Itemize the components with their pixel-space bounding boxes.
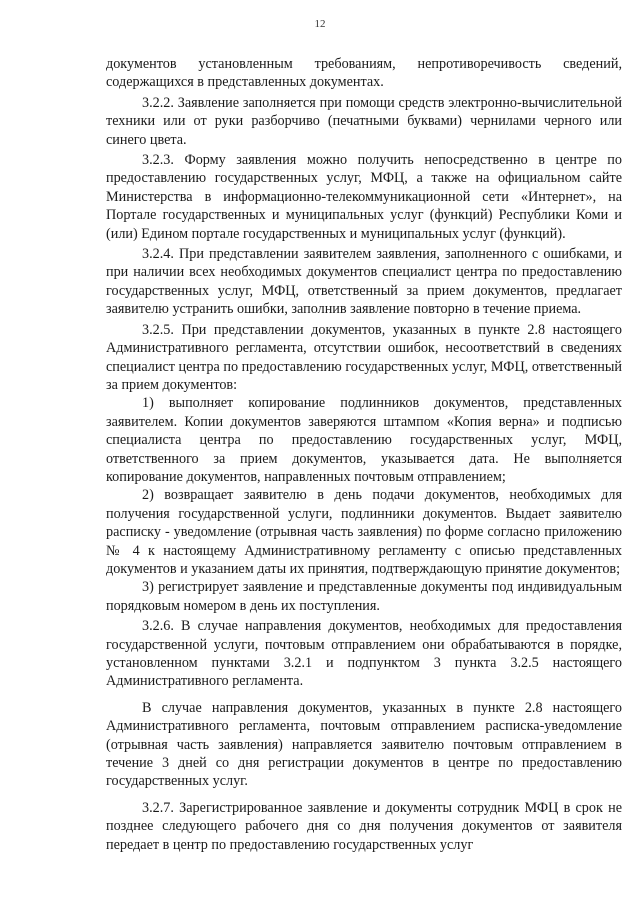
paragraph-3-2-7: 3.2.7. Зарегистрированное заявление и документы сотрудник МФЦ в срок не позднее следующего рабочего дня со дня получения документов от заявителя передает в центр по предоставлению государственных услуг bbox=[106, 799, 622, 853]
paragraph-3-2-4: 3.2.4. При представлении заявителем заявления, заполненного с ошибками, и при наличии всех необходимых документов специалист центра по предоставлению государственных услуг, МФЦ, ответственный за прием документов, предлагает заявителю устранить ошибки, заполнив заявление повторно в течение приема. bbox=[106, 246, 622, 318]
paragraph-3-2-3: 3.2.3. Форму заявления можно получить непосредственно в центре по предоставлению государственных услуг, МФЦ, а также на официальном сайте Министерства в информационно-телекоммуникационной сети «Интернет», на Портале государственных и муниципальных услуг (функций) Республики Коми и (или) Едином портале государственных и муниципальных услуг (функций). bbox=[106, 152, 622, 242]
paragraph-3-2-5: 3.2.5. При представлении документов, указанных в пункте 2.8 настоящего Административного регламента, отсутствии ошибок, несоответствий в сведениях специалист центра по предоставлению государственных услуг, МФЦ, ответственный за прием документов: bbox=[106, 321, 622, 393]
document-body bbox=[106, 55, 622, 854]
paragraph-3-2-6-continued: В случае направления документов, указанных в пункте 2.8 настоящего Административного регламента, почтовым отправлением расписка-уведомление (отрывная часть заявления) направляется заявителю почтовым отправлением в течение 3 дней со дня регистрации документов в центре по предоставлению государственных услуг. bbox=[106, 699, 622, 790]
subitem-3: 3) регистрирует заявление и представленные документы под индивидуальным порядковым номером в день их поступления. bbox=[106, 579, 622, 614]
subitem-1: 1) выполняет копирование подлинников документов, представленных заявителем. Копии документов заверяются штампом «Копия верна» и подписью специалиста центра по предоставлению государственных услуг, МФЦ, ответственного за прием документов, указывается дата. Не выполняется копирование документов, направленных почтовым отправлением; bbox=[106, 395, 622, 485]
paragraph-3-2-2: 3.2.2. Заявление заполняется при помощи средств электронно-вычислительной техники или от руки разборчиво (печатными буквами) чернилами черного или синего цвета. bbox=[106, 94, 622, 148]
subitem-2: 2) возвращает заявителю в день подачи документов, необходимых для получения государственной услуги, подлинники документов. Выдает заявителю расписку - уведомление (отрывная часть заявления) по форме согласно приложению № 4 к настоящему Административному регламенту с описью представленных документов и указанием даты их принятия, подтверждающую принятие документов; bbox=[106, 487, 622, 577]
paragraph-3-2-6: 3.2.6. В случае направления документов, необходимых для предоставления государственной услуги, почтовым отправлением они обрабатываются в порядке, установленном пунктами 3.2.1 и подпунктом 3 пункта 3.2.5 настоящего Административного регламента. bbox=[106, 618, 622, 690]
paragraph-continuation: документов установленным требованиям, непротиворечивость сведений, содержащихся в представленных документах. bbox=[106, 56, 622, 91]
page-number: 12 bbox=[314, 18, 326, 30]
